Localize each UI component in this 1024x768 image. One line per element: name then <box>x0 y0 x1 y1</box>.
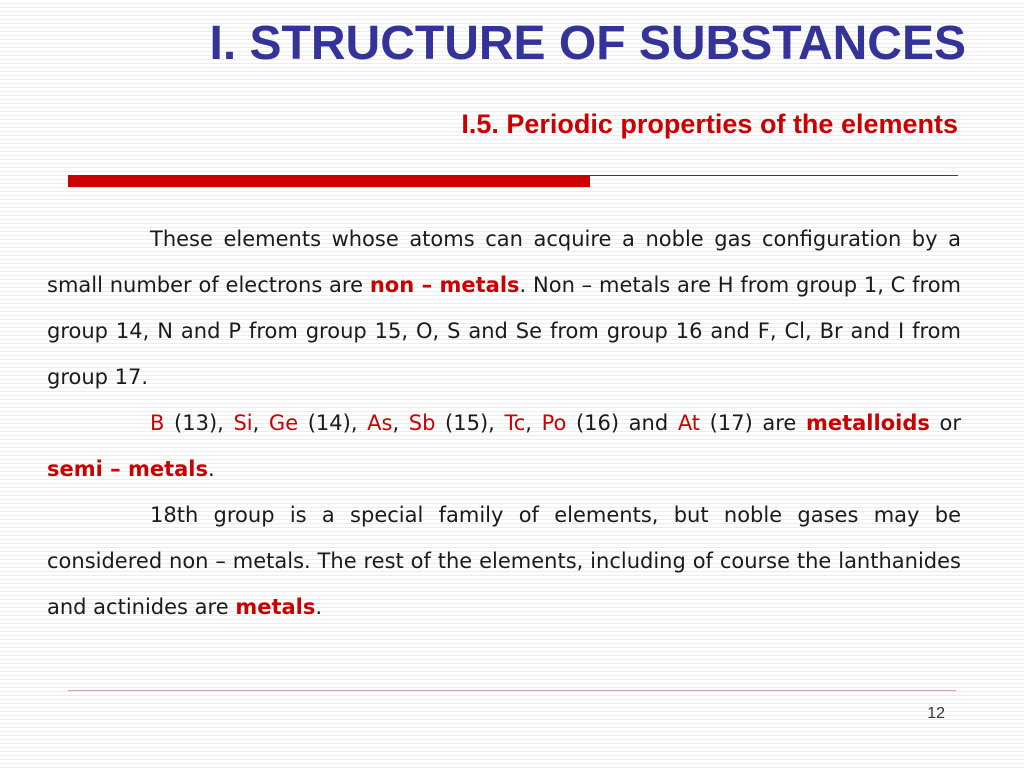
paragraph-metals <box>47 492 961 630</box>
paragraph-text: (15), <box>435 411 505 435</box>
title-divider-thin <box>590 175 958 176</box>
element-b: B <box>150 411 165 435</box>
highlight-metalloids: metalloids <box>805 411 930 435</box>
highlight-metals: metals <box>235 595 316 619</box>
highlight-non-metals: non – metals <box>369 273 520 297</box>
paragraph-text: , <box>252 411 269 435</box>
paragraph-text: . <box>315 595 323 619</box>
title-divider-thick <box>68 175 590 187</box>
paragraph-text: (17) are <box>700 411 806 435</box>
element-at: At <box>677 411 701 435</box>
element-ge: Ge <box>268 411 299 435</box>
element-tc: Tc <box>504 411 526 435</box>
paragraph-text: . <box>207 457 215 481</box>
paragraph-text: . Non – metals are H from group 1, C from group 14, N and P from group 15, O, S and Se from group 16 and F, Cl, Br and I from group 17. <box>47 273 962 389</box>
element-as: As <box>367 411 393 435</box>
paragraph-text: These elements whose atoms can acquire a noble gas configuration by a small number of electrons are <box>47 227 961 297</box>
paragraph-text: , <box>392 411 409 435</box>
element-po: Po <box>541 411 567 435</box>
element-sb: Sb <box>408 411 436 435</box>
highlight-semi-metals: semi – metals <box>47 457 208 481</box>
footer-divider <box>68 690 956 691</box>
page-number: 12 <box>927 705 945 722</box>
slide-title: I. STRUCTURE OF SUBSTANCES <box>209 17 966 70</box>
slide-subtitle: I.5. Periodic properties of the elements <box>461 109 958 139</box>
element-si: Si <box>233 411 253 435</box>
paragraph-text: (16) and <box>566 411 678 435</box>
paragraph-non-metals <box>47 216 961 400</box>
paragraph-text: or <box>929 411 961 435</box>
slide-body <box>47 216 961 630</box>
paragraph-text: 18th group is a special family of elements, but noble gases may be considered non – metals. The rest of the elements, including of course the lanthanides and actinides are <box>47 503 961 619</box>
paragraph-text: (14), <box>298 411 368 435</box>
paragraph-text: , <box>525 411 542 435</box>
paragraph-text: (13), <box>164 411 234 435</box>
paragraph-metalloids <box>47 400 961 492</box>
